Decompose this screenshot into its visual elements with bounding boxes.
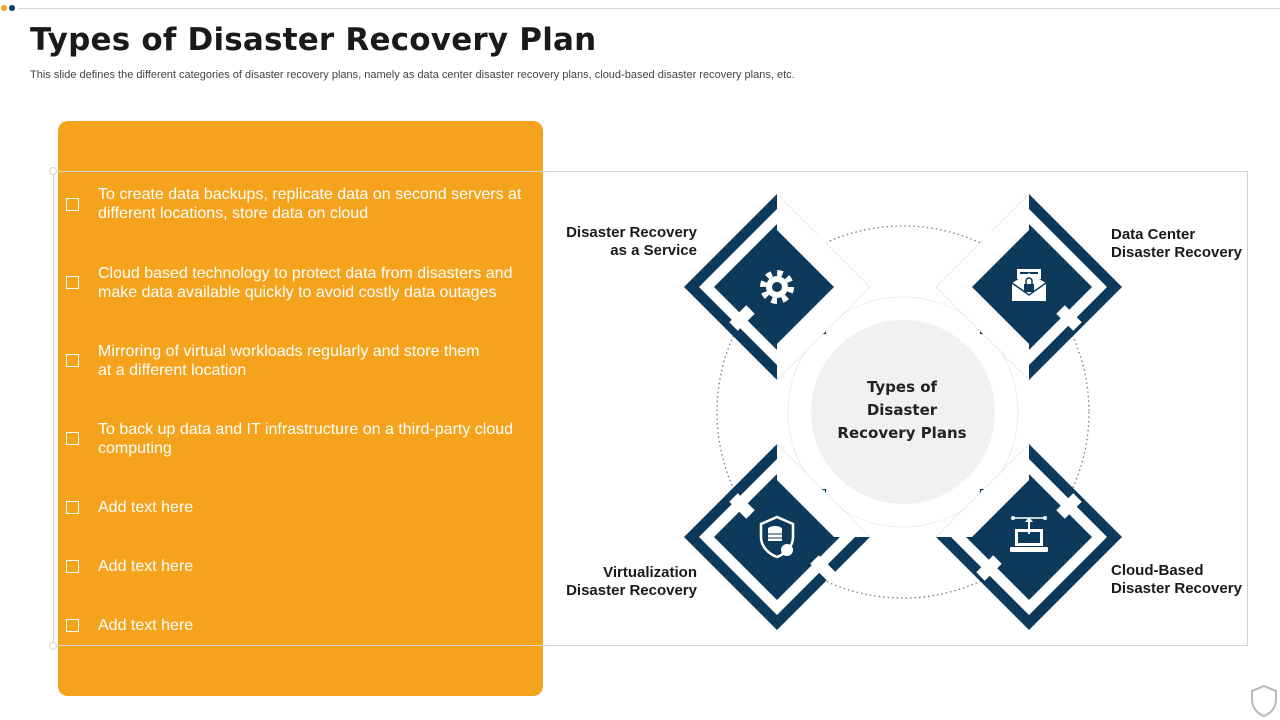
- page-subtitle: This slide defines the different categories of disaster recovery plans, namely as data center disaster recovery plans, cloud-based disaster recovery plans, etc.: [30, 69, 795, 81]
- list-item-text: Add text here: [98, 617, 194, 634]
- list-item-text: Add text here: [98, 558, 194, 575]
- list-item-text: Mirroring of virtual workloads regularly and store them at a different location: [98, 343, 480, 379]
- node-label-data-center: Data Center Disaster Recovery: [1111, 226, 1242, 261]
- node-label-virtualization: Virtualization Disaster Recovery: [566, 564, 697, 599]
- center-label: Types of Disaster Recovery Plans: [837, 378, 967, 442]
- list-item-text: To create data backups, replicate data on second servers at different locations, store data on cloud: [98, 186, 522, 222]
- list-item-text: Add text here: [98, 499, 194, 516]
- node-label-daas: Disaster Recovery as a Service: [566, 224, 697, 259]
- shield-icon: [1249, 684, 1279, 718]
- node-label-cloud-based: Cloud-Based Disaster Recovery: [1111, 562, 1242, 597]
- list-item-text: To back up data and IT infrastructure on a third-party cloud computing: [98, 421, 514, 457]
- list-item-text: Cloud based technology to protect data from disasters and make data available quickly to avoid costly data outages: [98, 265, 513, 301]
- secure-mail-icon: [1012, 269, 1046, 301]
- page-title: Types of Disaster Recovery Plan: [30, 22, 597, 58]
